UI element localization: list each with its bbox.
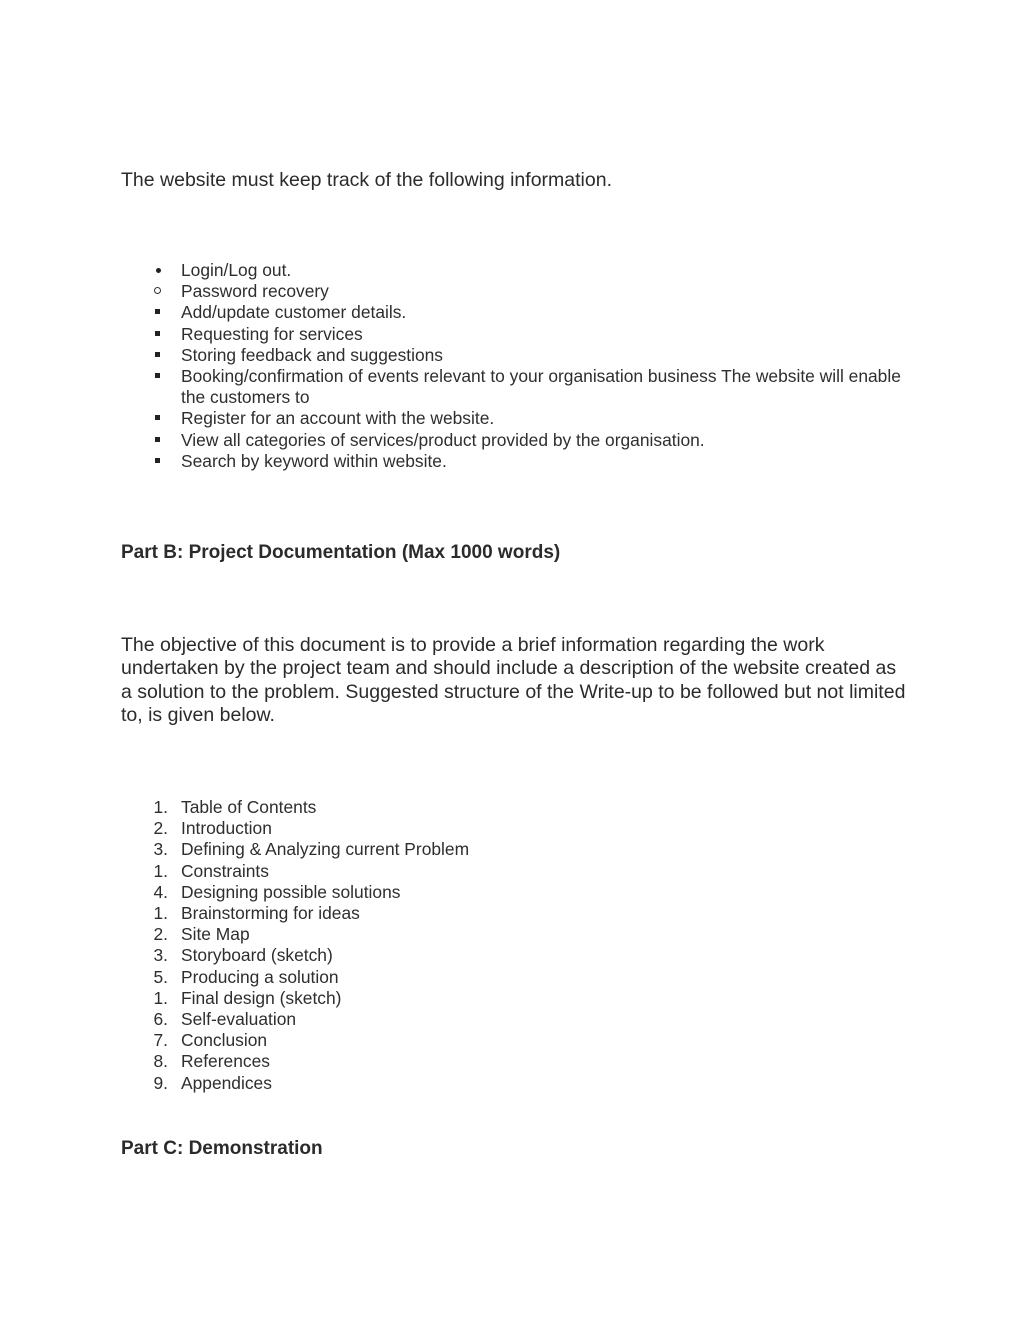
part-c-heading: Part C: Demonstration (121, 1138, 323, 1159)
list-item-text: Login/Log out. (181, 260, 292, 280)
list-item-text: Search by keyword within website. (181, 450, 447, 471)
list-item-text: Brainstorming for ideas (181, 903, 360, 924)
bullet-square-icon (147, 324, 171, 345)
list-item-text: Booking/confirmation of events relevant to your organisation business The website will enable the customers to (181, 366, 901, 408)
list-item (0, 797, 901, 818)
part-b-heading: Part B: Project Documentation (Max 1000 words) (121, 542, 561, 563)
list-item-text: Site Map (181, 924, 250, 945)
list-item-text: Storyboard (sketch) (181, 945, 333, 966)
bullet-square-icon (147, 366, 171, 387)
list-item (0, 818, 901, 839)
list-number: 1. (153, 860, 168, 881)
structure-list (0, 797, 1024, 1094)
bullet-square-icon (147, 430, 171, 451)
list-item (0, 366, 901, 408)
list-item (0, 281, 901, 302)
list-item-text: Defining & Analyzing current Problem (181, 839, 470, 860)
list-item-text: Constraints (181, 860, 269, 881)
list-item-text: Storing feedback and suggestions (181, 344, 444, 365)
requirements-list (0, 260, 1024, 472)
list-item (0, 967, 901, 988)
list-item-text: Register for an account with the website. (181, 408, 495, 429)
list-item (0, 839, 901, 860)
list-item (0, 408, 901, 429)
bullet-disc-icon (147, 260, 171, 281)
objective-paragraph: The objective of this document is to provide a brief information regarding the work undertaken by the project team and should include a description of the website created as a solution to the problem. Suggested structure of the Write-up to be followed but not limited to, is given below. (121, 634, 906, 726)
list-item (0, 882, 901, 903)
list-item (0, 324, 901, 345)
list-number: 3. (153, 945, 168, 966)
list-number: 9. (153, 1072, 168, 1093)
list-number: 1. (153, 987, 168, 1008)
list-item-text: Add/update customer details. (181, 302, 407, 323)
list-number: 8. (153, 1051, 168, 1072)
list-item-text: References (181, 1051, 270, 1072)
list-number: 2. (153, 818, 168, 839)
bullet-circle-icon (147, 281, 171, 302)
list-item-text: Producing a solution (181, 966, 339, 987)
list-item (0, 1030, 901, 1051)
bullet-square-icon (147, 345, 171, 366)
list-item-text: Self-evaluation (181, 1009, 297, 1030)
list-item (0, 1073, 901, 1094)
list-item-text: Table of Contents (181, 797, 317, 817)
list-item (0, 945, 901, 966)
list-item (0, 988, 901, 1009)
list-item (0, 1051, 901, 1072)
list-item-text: Conclusion (181, 1030, 268, 1051)
list-number: 1. (153, 903, 168, 924)
list-number: 1. (153, 797, 168, 817)
list-number: 5. (153, 966, 168, 987)
bullet-square-icon (147, 302, 171, 323)
list-item-text: Password recovery (181, 281, 329, 302)
list-item (0, 924, 901, 945)
list-item (0, 1009, 901, 1030)
bullet-square-icon (147, 408, 171, 429)
list-number: 7. (153, 1030, 168, 1051)
list-item (0, 302, 901, 323)
list-item-text: View all categories of services/product provided by the organisation. (181, 429, 705, 450)
intro-text: The website must keep track of the following information. (121, 169, 612, 191)
list-number: 3. (153, 839, 168, 860)
list-item (0, 861, 901, 882)
list-item-text: Designing possible solutions (181, 881, 401, 902)
list-item-text: Final design (sketch) (181, 987, 342, 1008)
bullet-square-icon (147, 451, 171, 472)
list-item (0, 451, 901, 472)
list-number: 6. (153, 1009, 168, 1030)
list-number: 4. (153, 881, 168, 902)
list-item-text: Requesting for services (181, 323, 363, 344)
list-item (0, 903, 901, 924)
list-item (0, 345, 901, 366)
list-item-text: Introduction (181, 818, 272, 839)
list-item (0, 260, 901, 281)
list-item (0, 430, 901, 451)
list-item-text: Appendices (181, 1072, 272, 1093)
list-number: 2. (153, 924, 168, 945)
